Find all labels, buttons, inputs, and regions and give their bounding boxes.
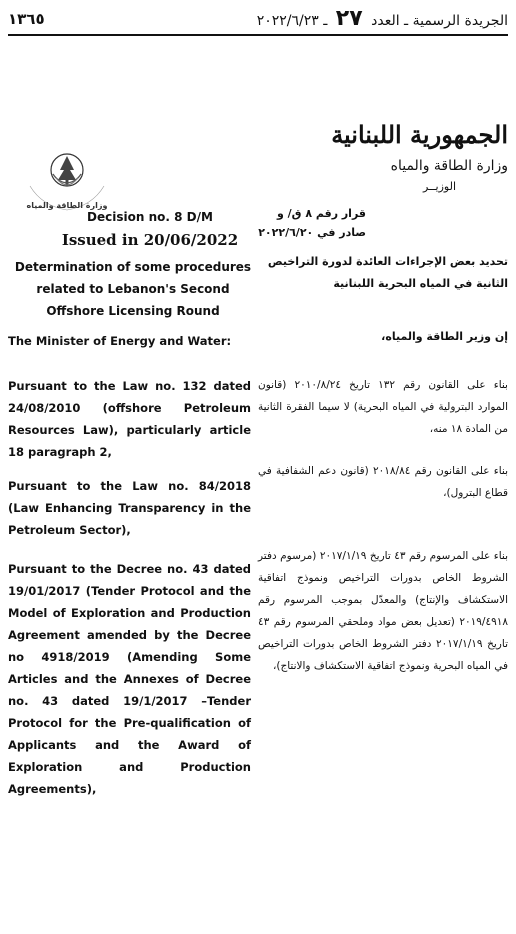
republic-title-ar: الجمهورية اللبنانية (331, 120, 508, 149)
decision-title-ar: تحديد بعض الإجراءات العائدة لدورة التراخيص الثانية في المياه البحرية اللبنانية (267, 255, 508, 290)
gazette-date: ـ ٢٠٢٢/٦/٢٣ (256, 13, 328, 29)
recital-ar-1: بناء على القانون رقم ١٣٢ تاريخ ٢٠١٠/٨/٢٤ (قانون الموارد البترولية في المياه البحرية) لا سيما الفقرة الثانية من المادة ١٨ منه، (258, 379, 508, 435)
recital-en-3: Pursuant to the Decree no. 43 dated 19/01/2017 (Tender Protocol and the Model of Exploration and Production Agreement amended by the Decree no 4918/2019 (Amending Some Articles and the Annexes of Decree no. 43 dated 19/1/2017 –Tender Protocol for the Pre-qualification of Applicants and the Award of Exploration and Production Agreements), (8, 562, 251, 796)
recital-en-2: Pursuant to the Law no. 84/2018 (Law Enhancing Transparency in the Petroleum Sector), (8, 479, 251, 537)
page-number: ١٣٦٥ (8, 10, 45, 28)
issue-number: ٢٧ (335, 6, 363, 31)
minister-heading-ar: إن وزير الطاقة والمياه، (381, 330, 508, 343)
emblem-label: وزارة الطاقة والمياه (26, 201, 108, 210)
minister-heading-en: The Minister of Energy and Water: (8, 334, 232, 348)
recital-ar-3: بناء على المرسوم رقم ٤٣ تاريخ ٢٠١٧/١/١٩ (مرسوم دفتر الشروط الخاص بدورات التراخيص ونموذج اتفاقية الاستكشاف والإنتاج) والمعدّل بموجب المرسوم رقم ٢٠١٩/٤٩١٨ (تعديل بعض مواد وملحقي المرسوم رقم ٤٣ تاريخ ٢٠١٧/١/١٩ دفتر الشروط الخاص بدورات التراخيص في المياه البحرية ونموذج اتفاقية الاستكشاف والانتاج)، (258, 550, 508, 672)
ministry-emblem-icon (22, 136, 112, 214)
header-divider (8, 34, 508, 36)
decision-number-en: Decision no. 8 D/M (87, 210, 213, 224)
recital-ar-2: بناء على القانون رقم ٢٠١٨/٨٤ (قانون دعم الشفافية في قطاع البترول)، (258, 465, 508, 499)
recital-en-1: Pursuant to the Law no. 132 dated 24/08/2010 (offshore Petroleum Resources Law), particularly article 18 paragraph 2, (8, 379, 251, 459)
decision-issued-ar: صادر في ٢٠٢٢/٦/٢٠ (258, 226, 366, 239)
decision-number-ar: قرار رقم ٨ ق/ و (276, 207, 366, 220)
decision-title-en: Determination of some procedures related to Lebanon's Second Offshore Licensing Round (14, 260, 252, 319)
gazette-header (257, 6, 508, 31)
gazette-prefix: الجريدة الرسمية ـ العدد (371, 13, 508, 29)
minister-label-ar: الوزيــر (423, 180, 456, 193)
ministry-name-ar: وزارة الطاقة والمياه (390, 158, 508, 174)
decision-issued-en: Issued in 20/06/2022 (61, 231, 239, 249)
